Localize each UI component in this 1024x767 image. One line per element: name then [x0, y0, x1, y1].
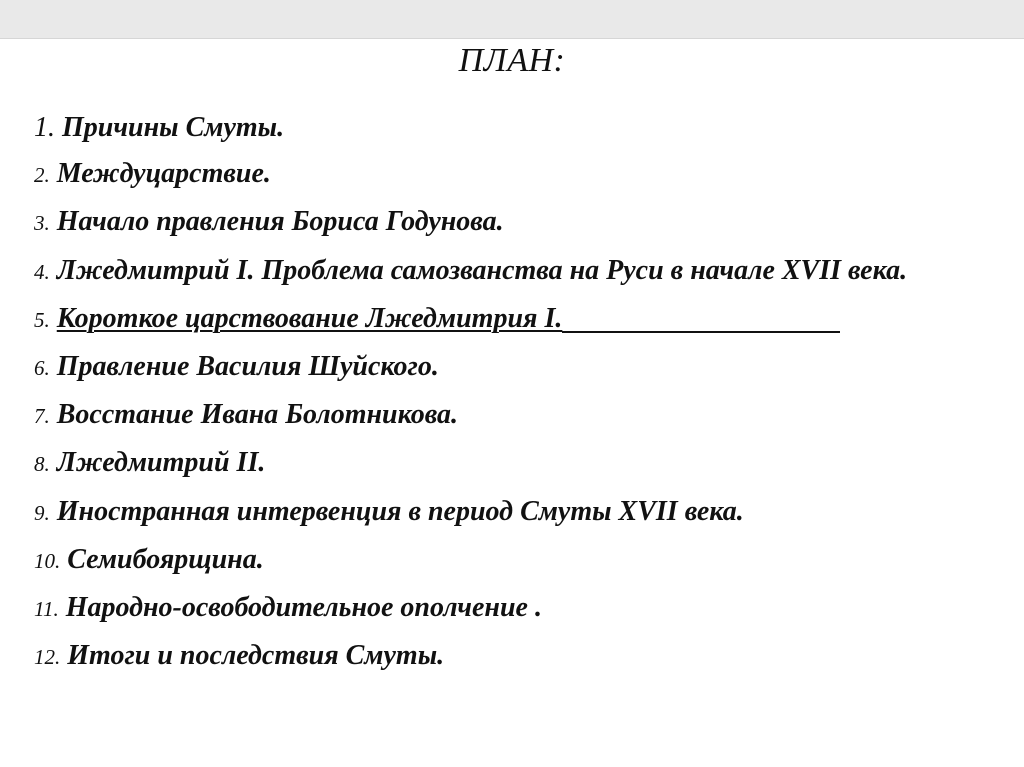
item-text: Восстание Ивана Болотникова.: [56, 399, 459, 431]
page-title: ПЛАН:: [458, 42, 566, 79]
plan-item-6: [34, 347, 994, 388]
plan-item-3: [34, 202, 994, 243]
item-number: 10.: [34, 548, 61, 573]
item-text: Семибоярщина.: [67, 543, 264, 575]
item-number: 4.: [34, 259, 50, 284]
item-text: Правление Василия Шуйского.: [56, 350, 439, 382]
item-text: Начало правления Бориса Годунова.: [56, 206, 504, 238]
item-number: 6.: [34, 355, 50, 380]
plan-item-2: [34, 154, 994, 195]
item-number: 9.: [34, 500, 50, 525]
item-number: 7.: [34, 404, 50, 429]
item-text: Лжедмитрий II.: [56, 447, 266, 479]
plan-item-1: [34, 108, 994, 147]
item-text: Короткое царствование Лжедмитрия I.: [56, 302, 563, 334]
item-number: 8.: [34, 452, 50, 477]
item-number: 11.: [34, 596, 59, 621]
plan-item-11: [34, 588, 994, 629]
top-bar: [0, 0, 1024, 39]
item-text: Междуцарствие.: [56, 158, 271, 190]
plan-item-7: [34, 395, 994, 436]
plan-item-9: [34, 492, 994, 533]
item-text: Лжедмитрий I. Проблема самозванства на Руси в начале XVII века.: [56, 254, 908, 286]
item-text: Иностранная интервенция в период Смуты XVII века.: [56, 495, 744, 527]
item-text: Причины Смуты.: [62, 112, 285, 143]
item-number: 3.: [34, 211, 50, 236]
plan-item-4: [34, 251, 994, 292]
item-number: 2.: [34, 163, 50, 188]
item-text: Народно-освободительное ополчение .: [65, 591, 542, 623]
plan-list: [34, 108, 994, 684]
item-number: 12.: [34, 645, 61, 670]
plan-item-5: [34, 299, 994, 340]
underline-rule: [562, 331, 840, 333]
item-number: 1.: [34, 112, 55, 143]
plan-item-10: [34, 540, 994, 581]
plan-item-8: [34, 443, 994, 484]
item-text: Итоги и последствия Смуты.: [67, 640, 445, 672]
item-wrap: [34, 251, 964, 292]
item-number: 5.: [34, 307, 50, 332]
plan-item-12: [34, 636, 994, 677]
